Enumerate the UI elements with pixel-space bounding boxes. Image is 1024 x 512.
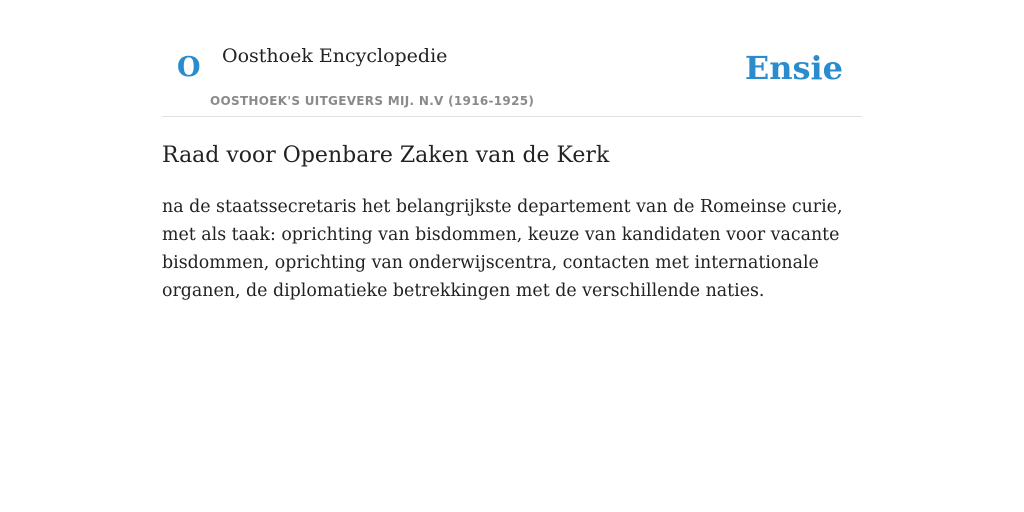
source-logo[interactable]: O [177, 52, 201, 83]
source-header [162, 0, 862, 117]
entry-body: na de staatssecretaris het belangrijkste departement van de Romeinse curie, met als taak: oprichting van bisdommen, keuze van kandidaten voor vacante bisdommen, oprichting van onderwijscentra, contacten met internationale organen, de diplomatieke betrekkingen met de verschillende naties. [162, 197, 843, 301]
entry-title: Raad voor Openbare Zaken van de Kerk [162, 143, 610, 168]
ensie-brand-link[interactable]: Ensie [744, 49, 843, 87]
source-title-link[interactable]: Oosthoek Encyclopedie [222, 45, 448, 67]
source-publisher: OOSTHOEK'S UITGEVERS MIJ. N.V (1916-1925) [210, 94, 535, 108]
page-container [162, 0, 862, 305]
